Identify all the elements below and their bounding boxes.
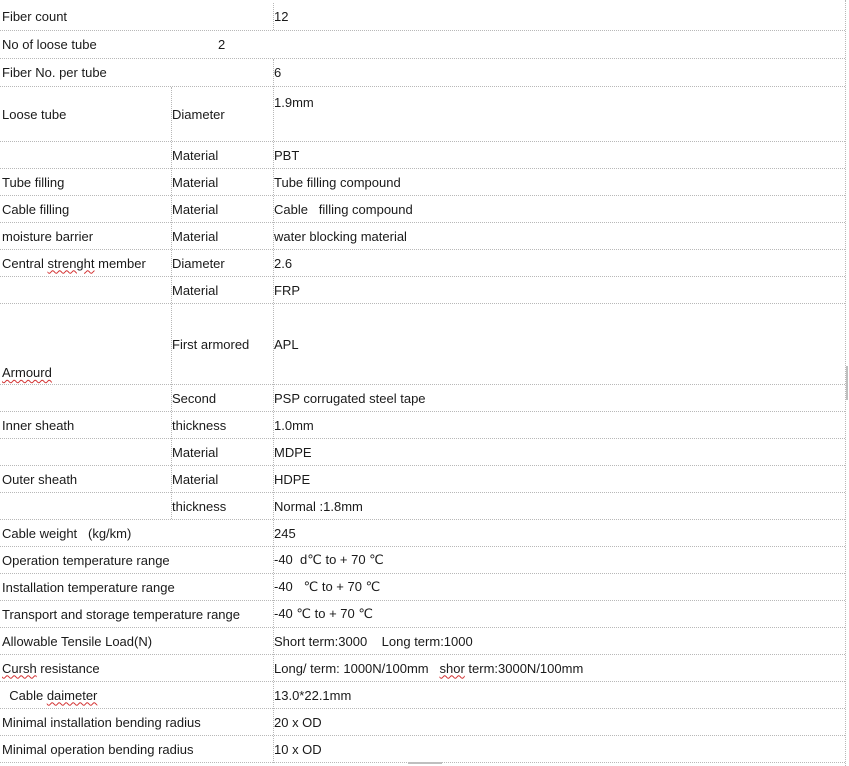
table-row xyxy=(0,59,845,87)
cell-label-part: Cable xyxy=(2,687,47,703)
cell-attribute[interactable]: Material xyxy=(172,282,219,298)
cell-value[interactable]: Short term:3000 Long term:1000 xyxy=(274,633,473,649)
cell-value[interactable]: PBT xyxy=(274,147,300,163)
cell-value-part: term:3000N/100mm xyxy=(464,660,584,676)
cell-attribute[interactable]: Material xyxy=(172,174,219,190)
cell-label-part: member xyxy=(94,255,146,271)
cell-label[interactable]: Installation temperature range xyxy=(2,579,175,595)
spellcheck-word: strenght xyxy=(47,255,95,271)
cell-attribute[interactable]: First armored xyxy=(172,336,250,352)
cell-label[interactable] xyxy=(2,304,52,384)
cell-label[interactable]: Fiber No. per tube xyxy=(2,65,107,80)
table-row xyxy=(0,682,845,709)
table-row xyxy=(0,196,845,223)
table-row xyxy=(0,412,845,439)
cell-value[interactable]: FRP xyxy=(274,282,300,298)
cell-label[interactable]: Outer sheath xyxy=(2,471,78,487)
resize-handle[interactable] xyxy=(408,762,442,764)
cell-value[interactable] xyxy=(274,655,583,681)
cell-value[interactable]: water blocking material xyxy=(274,228,407,244)
cell-value[interactable]: 2.6 xyxy=(274,255,293,271)
cell-value[interactable]: 6 xyxy=(274,65,282,80)
cell-value[interactable]: Cable filling compound xyxy=(274,201,413,217)
table-row xyxy=(0,3,845,31)
cell-attribute[interactable]: Material xyxy=(172,444,219,460)
column-divider xyxy=(273,59,274,763)
column-divider xyxy=(273,3,274,30)
table-row xyxy=(0,277,845,304)
cell-value[interactable]: HDPE xyxy=(274,471,311,487)
cell-attribute[interactable]: Diameter xyxy=(172,106,225,122)
cell-value[interactable]: 12 xyxy=(274,9,289,24)
cell-attribute[interactable]: thickness xyxy=(172,417,227,433)
table-row xyxy=(0,304,845,385)
table-row xyxy=(0,466,845,493)
cell-value[interactable]: 245 xyxy=(274,525,296,541)
resize-handle[interactable] xyxy=(846,366,848,400)
cell-value-part: Long/ term: 1000N/100mm xyxy=(274,660,440,676)
cell-label[interactable]: Loose tube xyxy=(2,106,67,122)
cell-label[interactable]: Cable filling xyxy=(2,201,70,217)
cell-label[interactable]: Fiber count xyxy=(2,9,68,24)
cell-label[interactable]: moisture barrier xyxy=(2,228,94,244)
table-row xyxy=(0,87,845,142)
cell-value[interactable]: 1.9mm xyxy=(274,95,314,110)
table-row xyxy=(0,709,845,736)
spellcheck-word: Armourd xyxy=(2,365,52,380)
cell-value[interactable]: 2 xyxy=(218,37,226,52)
cell-attribute[interactable]: Material xyxy=(172,471,219,487)
spellcheck-word: daimeter xyxy=(46,687,98,703)
cell-label[interactable]: Operation temperature range xyxy=(2,552,170,568)
table-row xyxy=(0,574,845,601)
table-row xyxy=(0,628,845,655)
cell-attribute[interactable]: thickness xyxy=(172,498,227,514)
cell-value[interactable]: Tube filling compound xyxy=(274,174,401,190)
cell-label[interactable] xyxy=(2,250,146,276)
cell-label[interactable]: Allowable Tensile Load(N) xyxy=(2,633,153,649)
cell-value[interactable]: PSP corrugated steel tape xyxy=(274,390,426,406)
cell-value[interactable]: -40 ℃ to + 70 ℃ xyxy=(274,579,381,594)
cell-value[interactable]: -40 ℃ to + 70 ℃ xyxy=(274,606,373,621)
spellcheck-word: Cursh xyxy=(2,660,37,676)
table-row xyxy=(0,169,845,196)
cell-label-part: Central xyxy=(2,255,48,271)
cell-value[interactable]: APL xyxy=(274,336,299,352)
cell-label[interactable]: No of loose tube xyxy=(2,37,97,52)
table-row xyxy=(0,547,845,574)
cell-value[interactable]: 10 x OD xyxy=(274,741,322,757)
table-row xyxy=(0,493,845,520)
table-row xyxy=(0,250,845,277)
cell-attribute[interactable]: Diameter xyxy=(172,255,225,271)
cell-label[interactable]: Cable weight (kg/km) xyxy=(2,525,132,541)
table-row xyxy=(0,655,845,682)
cell-attribute[interactable]: Material xyxy=(172,228,219,244)
cell-label[interactable]: Minimal operation bending radius xyxy=(2,741,194,757)
cell-label[interactable]: Transport and storage temperature range xyxy=(2,606,240,622)
table-row xyxy=(0,31,845,59)
cell-value[interactable]: 13.0*22.1mm xyxy=(274,687,352,703)
table-row xyxy=(0,439,845,466)
table-row xyxy=(0,601,845,628)
cell-label[interactable] xyxy=(2,655,100,681)
cell-value[interactable]: -40 d℃ to + 70 ℃ xyxy=(274,552,384,567)
cell-attribute[interactable]: Material xyxy=(172,147,219,163)
cell-label[interactable] xyxy=(2,682,97,708)
table-row xyxy=(0,223,845,250)
cell-attribute[interactable]: Second xyxy=(172,390,217,406)
cell-attribute[interactable]: Material xyxy=(172,201,219,217)
table-row xyxy=(0,736,845,763)
cell-label[interactable]: Minimal installation bending radius xyxy=(2,714,201,730)
cell-label[interactable]: Inner sheath xyxy=(2,417,75,433)
cell-value[interactable]: 20 x OD xyxy=(274,714,322,730)
spellcheck-word: shor xyxy=(439,660,465,676)
table-row xyxy=(0,520,845,547)
cell-value[interactable]: Normal :1.8mm xyxy=(274,498,363,514)
column-divider xyxy=(171,87,172,519)
cell-label-part: resistance xyxy=(36,660,100,676)
table-row xyxy=(0,142,845,169)
table-row xyxy=(0,385,845,412)
cell-label[interactable]: Tube filling xyxy=(2,174,65,190)
cell-value[interactable]: MDPE xyxy=(274,444,312,460)
cell-value[interactable]: 1.0mm xyxy=(274,417,314,433)
